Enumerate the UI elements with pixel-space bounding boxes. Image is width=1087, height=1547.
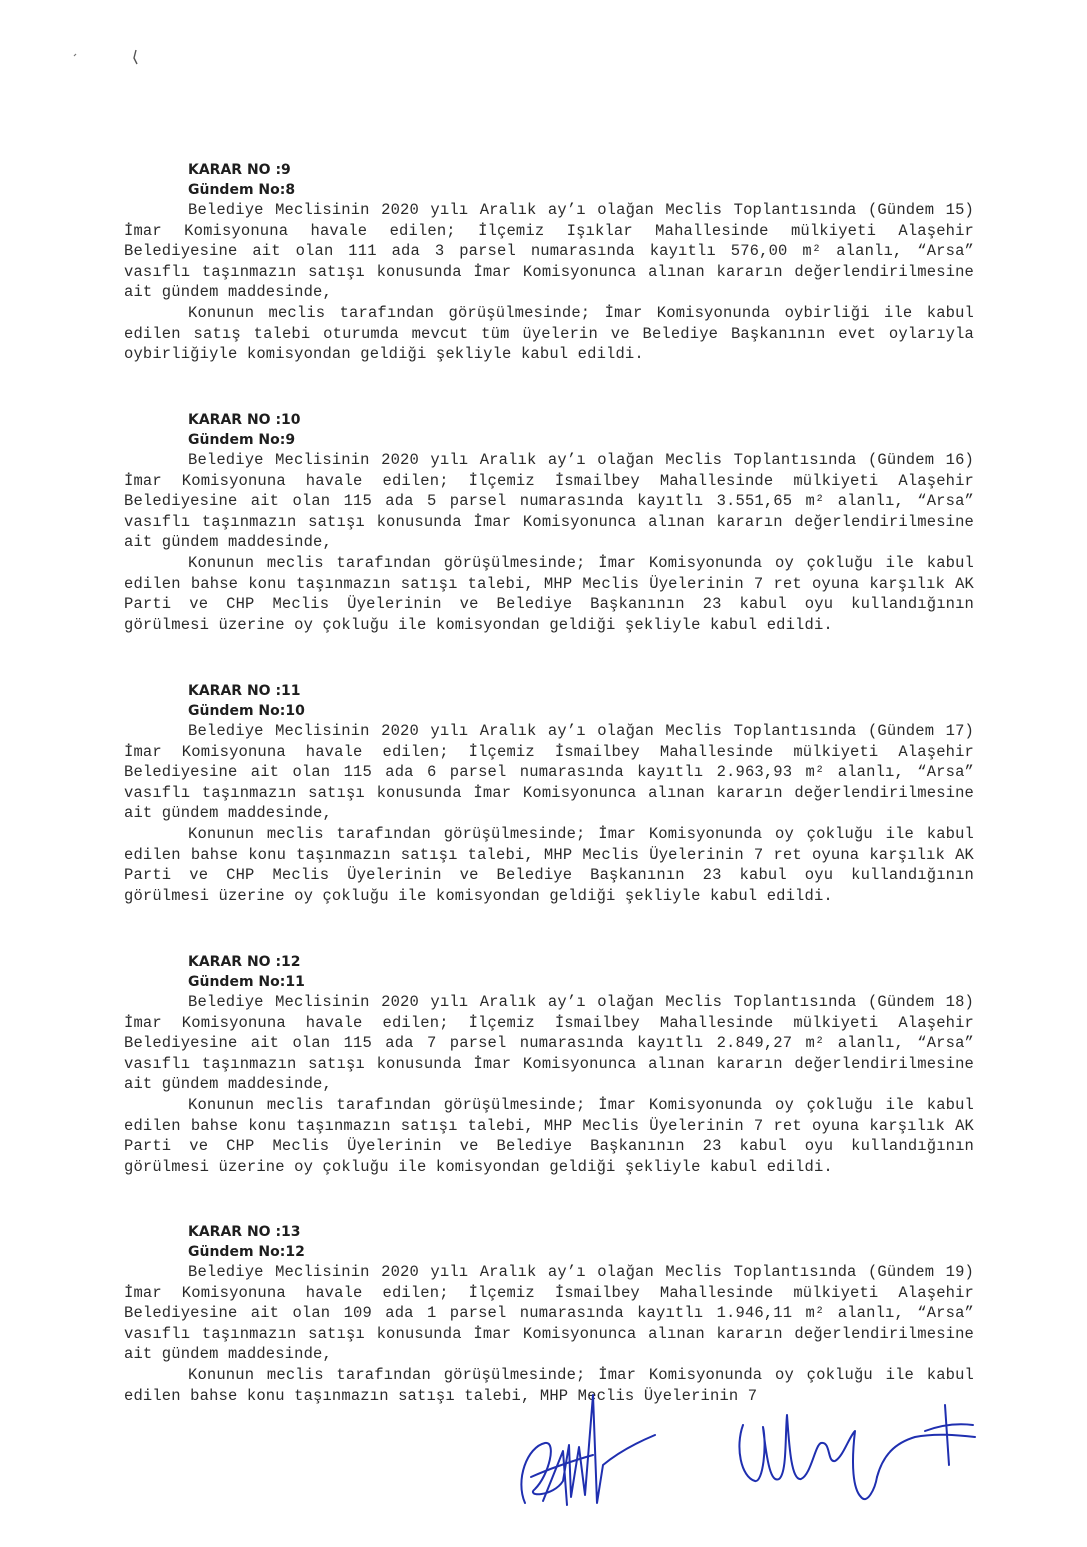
signature-right xyxy=(739,1405,975,1499)
signature-left xyxy=(521,1395,655,1505)
signatures xyxy=(505,1385,985,1545)
gundem-no: Gündem No:11 xyxy=(188,974,305,990)
decision-block xyxy=(124,1222,974,1406)
decision-body: Belediye Meclisinin 2020 yılı Aralık ay’ı olağan Meclis Toplantısında (Gündem 18) İmar Komisyonuna havale edilen; İlçemiz İsmailbey Mahallesinde mülkiyeti Alaşehir Belediyesine ait olan 115 ada 7 parsel numarasında kayıtlı 2.849,27 m² alanlı, “Arsa” vasıflı taşınmazın satışı konusunda İmar Komisyonunca alınan kararın değerlendirilmesine ait gündem maddesinde, xyxy=(124,993,974,1094)
karar-no: KARAR NO :12 xyxy=(188,954,301,970)
decision-block xyxy=(124,160,974,365)
decision-result: Konunun meclis tarafından görüşülmesinde; İmar Komisyonunda oy çokluğu ile kabul edilen bahse konu taşınmazın satışı talebi, MHP Meclis Üyelerinin 7 ret oyuna karşılık AK Parti ve CHP Meclis Üyelerinin ve Belediye Başkanının 23 kabul oyu kullandığının görülmesi üzerine oy çokluğu ile komisyondan geldiği şekliyle kabul edildi. xyxy=(124,1095,974,1176)
decision-body: Belediye Meclisinin 2020 yılı Aralık ay’ı olağan Meclis Toplantısında (Gündem 17) İmar Komisyonuna havale edilen; İlçemiz İsmailbey Mahallesinde mülkiyeti Alaşehir Belediyesine ait olan 115 ada 6 parsel numarasında kayıtlı 2.963,93 m² alanlı, “Arsa” vasıflı taşınmazın satışı konusunda İmar Komisyonunca alınan kararın değerlendirilmesine ait gündem maddesinde, xyxy=(124,722,974,823)
gundem-no: Gündem No:8 xyxy=(188,182,296,198)
gundem-no: Gündem No:9 xyxy=(188,432,296,448)
decision-block xyxy=(124,952,974,1177)
karar-no: KARAR NO :9 xyxy=(188,162,291,178)
decision-result: Konunun meclis tarafından görüşülmesinde; İmar Komisyonunda oy çokluğu ile kabul edilen bahse konu taşınmazın satışı talebi, MHP Meclis Üyelerinin 7 xyxy=(124,1365,974,1405)
decision-block xyxy=(124,681,974,906)
decision-body: Belediye Meclisinin 2020 yılı Aralık ay’ı olağan Meclis Toplantısında (Gündem 19) İmar Komisyonuna havale edilen; İlçemiz İsmailbey Mahallesinde mülkiyeti Alaşehir Belediyesine ait olan 109 ada 1 parsel numarasında kayıtlı 1.946,11 m² alanlı, “Arsa” vasıflı taşınmazın satışı konusunda İmar Komisyonunca alınan kararın değerlendirilmesine ait gündem maddesinde, xyxy=(124,1263,974,1364)
karar-no: KARAR NO :13 xyxy=(188,1224,301,1240)
decision-body: Belediye Meclisinin 2020 yılı Aralık ay’ı olağan Meclis Toplantısında (Gündem 15) İmar Komisyonuna havale edilen; İlçemiz Işıklar Mahallesinde mülkiyeti Alaşehir Belediyesine ait olan 111 ada 3 parsel numarasında kayıtlı 576,00 m² alanlı, “Arsa” vasıflı taşınmazın satışı konusunda İmar Komisyonunca alınan kararın değerlendirilmesine ait gündem maddesinde, xyxy=(124,201,974,302)
decision-result: Konunun meclis tarafından görüşülmesinde; İmar Komisyonunda oy çokluğu ile kabul edilen bahse konu taşınmazın satışı talebi, MHP Meclis Üyelerinin 7 ret oyuna karşılık AK Parti ve CHP Meclis Üyelerinin ve Belediye Başkanının 23 kabul oyu kullandığının görülmesi üzerine oy çokluğu ile komisyondan geldiği şekliyle kabul edildi. xyxy=(124,824,974,905)
decision-body: Belediye Meclisinin 2020 yılı Aralık ay’ı olağan Meclis Toplantısında (Gündem 16) İmar Komisyonuna havale edilen; İlçemiz İsmailbey Mahallesinde mülkiyeti Alaşehir Belediyesine ait olan 115 ada 5 parsel numarasında kayıtlı 3.551,65 m² alanlı, “Arsa” vasıflı taşınmazın satışı konusunda İmar Komisyonunca alınan kararın değerlendirilmesine ait gündem maddesinde, xyxy=(124,451,974,552)
decision-block xyxy=(124,410,974,635)
karar-no: KARAR NO :11 xyxy=(188,683,301,699)
gundem-no: Gündem No:10 xyxy=(188,703,305,719)
scan-marks xyxy=(70,42,150,72)
decision-result: Konunun meclis tarafından görüşülmesinde; İmar Komisyonunda oybirliği ile kabul edilen satış talebi oturumda mevcut tüm üyelerin ve Belediye Başkanının evet oylarıyla oybirliğiyle komisyondan geldiği şekliyle kabul edildi. xyxy=(124,303,974,364)
karar-no: KARAR NO :10 xyxy=(188,412,301,428)
decision-result: Konunun meclis tarafından görüşülmesinde; İmar Komisyonunda oy çokluğu ile kabul edilen bahse konu taşınmazın satışı talebi, MHP Meclis Üyelerinin 7 ret oyuna karşılık AK Parti ve CHP Meclis Üyelerinin ve Belediye Başkanının 23 kabul oyu kullandığının görülmesi üzerine oy çokluğu ile komisyondan geldiği şekliyle kabul edildi. xyxy=(124,553,974,634)
gundem-no: Gündem No:12 xyxy=(188,1244,305,1260)
